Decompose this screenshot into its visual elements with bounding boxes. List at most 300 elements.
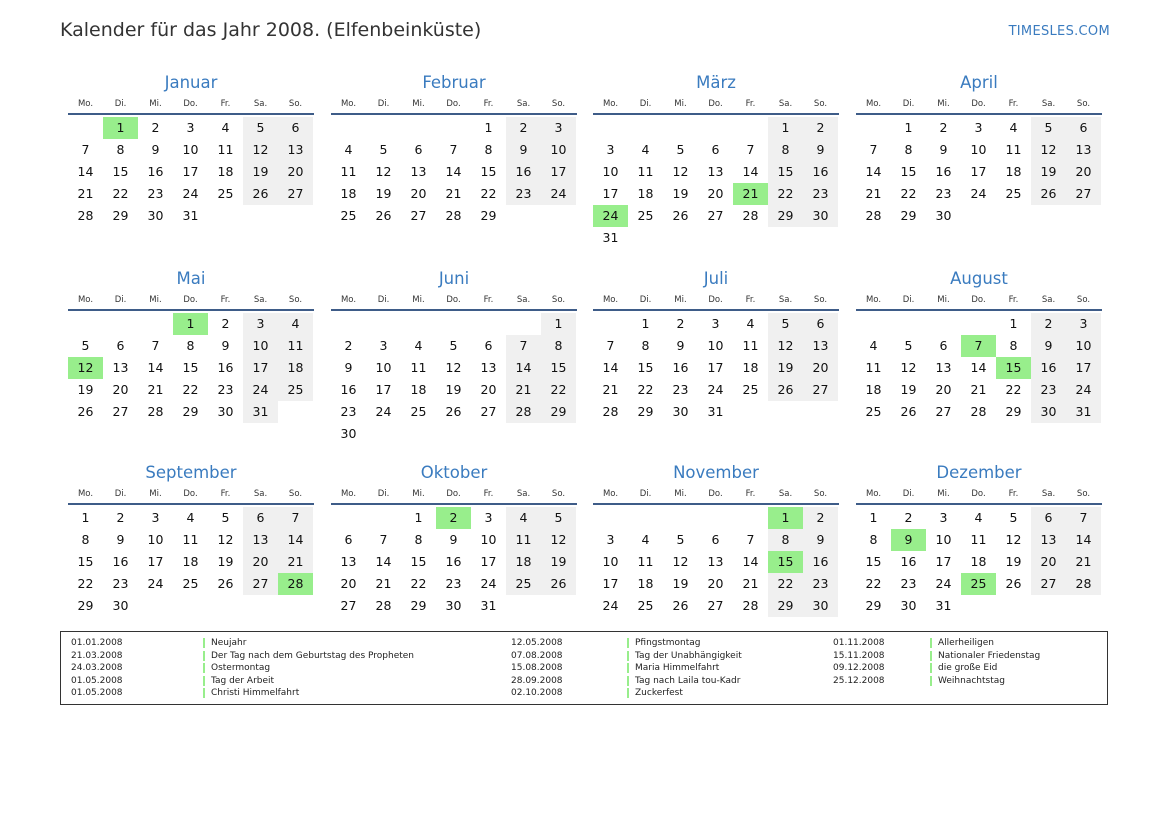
day-cell[interactable]: 11 (865, 360, 882, 375)
day-cell[interactable]: 6 (344, 532, 353, 547)
day-cell[interactable]: 19 (541, 551, 576, 573)
day-cell[interactable]: 6 (243, 507, 278, 529)
day-cell[interactable]: 21 (865, 186, 882, 201)
day-cell[interactable]: 31 (935, 598, 952, 613)
day-cell[interactable]: 14 (970, 360, 987, 375)
day-cell[interactable]: 3 (711, 316, 720, 331)
day-cell[interactable]: 15 (541, 357, 576, 379)
day-cell[interactable]: 9 (151, 142, 160, 157)
day-cell[interactable]: 2 (344, 338, 353, 353)
day-cell[interactable]: 9 (803, 139, 838, 161)
day-cell[interactable]: 26 (672, 598, 689, 613)
day-cell[interactable]: 1 (81, 510, 90, 525)
day-cell[interactable]: 13 (707, 554, 724, 569)
day-cell[interactable]: 10 (147, 532, 164, 547)
day-cell[interactable]: 6 (116, 338, 125, 353)
day-cell[interactable]: 2 (803, 507, 838, 529)
day-cell[interactable]: 30 (900, 598, 917, 613)
day-cell[interactable]: 29 (768, 595, 803, 617)
day-cell[interactable]: 22 (768, 183, 803, 205)
day-cell[interactable]: 4 (974, 510, 983, 525)
day-cell[interactable]: 29 (768, 205, 803, 227)
day-cell[interactable]: 20 (935, 382, 952, 397)
day-cell[interactable]: 10 (375, 360, 392, 375)
day-cell[interactable]: 21 (506, 379, 541, 401)
day-cell[interactable]: 13 (707, 164, 724, 179)
day-cell[interactable]: 29 (182, 404, 199, 419)
day-cell[interactable]: 8 (904, 142, 913, 157)
day-cell[interactable]: 18 (970, 554, 987, 569)
day-cell[interactable]: 22 (900, 186, 917, 201)
day-cell[interactable]: 9 (221, 338, 230, 353)
day-cell[interactable]: 25 (217, 186, 234, 201)
day-cell[interactable]: 26 (243, 183, 278, 205)
day-cell[interactable]: 10 (541, 139, 576, 161)
day-cell[interactable]: 30 (935, 208, 952, 223)
day-cell[interactable]: 7 (1066, 507, 1101, 529)
day-cell[interactable]: 30 (803, 595, 838, 617)
day-cell[interactable]: 15 (768, 551, 803, 573)
day-cell[interactable]: 18 (217, 164, 234, 179)
day-cell[interactable]: 19 (900, 382, 917, 397)
day-cell[interactable]: 25 (637, 598, 654, 613)
day-cell[interactable]: 14 (77, 164, 94, 179)
day-cell[interactable]: 4 (1009, 120, 1018, 135)
day-cell[interactable]: 11 (506, 529, 541, 551)
day-cell[interactable]: 23 (672, 382, 689, 397)
day-cell[interactable]: 2 (939, 120, 948, 135)
day-cell[interactable]: 22 (480, 186, 497, 201)
day-cell[interactable]: 17 (541, 161, 576, 183)
day-cell[interactable]: 24 (541, 183, 576, 205)
day-cell[interactable]: 2 (506, 117, 541, 139)
day-cell[interactable]: 8 (116, 142, 125, 157)
day-cell[interactable]: 15 (637, 360, 654, 375)
day-cell[interactable]: 3 (541, 117, 576, 139)
day-cell[interactable]: 8 (1009, 338, 1018, 353)
day-cell[interactable]: 22 (112, 186, 129, 201)
day-cell[interactable]: 13 (480, 360, 497, 375)
day-cell[interactable]: 27 (707, 208, 724, 223)
day-cell[interactable]: 3 (606, 532, 615, 547)
day-cell[interactable]: 12 (900, 360, 917, 375)
day-cell[interactable]: 12 (672, 164, 689, 179)
day-cell[interactable]: 28 (278, 573, 313, 595)
day-cell[interactable]: 22 (1005, 382, 1022, 397)
day-cell[interactable]: 11 (970, 532, 987, 547)
day-cell[interactable]: 7 (746, 142, 755, 157)
day-cell[interactable]: 1 (768, 507, 803, 529)
day-cell[interactable]: 9 (116, 532, 125, 547)
day-cell[interactable]: 28 (147, 404, 164, 419)
day-cell[interactable]: 20 (1066, 161, 1101, 183)
day-cell[interactable]: 26 (217, 576, 234, 591)
day-cell[interactable]: 12 (375, 164, 392, 179)
day-cell[interactable]: 29 (541, 401, 576, 423)
day-cell[interactable]: 31 (480, 598, 497, 613)
day-cell[interactable]: 29 (480, 208, 497, 223)
day-cell[interactable]: 30 (445, 598, 462, 613)
day-cell[interactable]: 1 (103, 117, 138, 139)
day-cell[interactable]: 12 (217, 532, 234, 547)
day-cell[interactable]: 11 (278, 335, 313, 357)
day-cell[interactable]: 17 (970, 164, 987, 179)
day-cell[interactable]: 7 (379, 532, 388, 547)
day-cell[interactable]: 16 (1031, 357, 1066, 379)
day-cell[interactable]: 3 (1066, 313, 1101, 335)
day-cell[interactable]: 22 (410, 576, 427, 591)
day-cell[interactable]: 19 (1031, 161, 1066, 183)
day-cell[interactable]: 11 (637, 554, 654, 569)
day-cell[interactable]: 15 (996, 357, 1031, 379)
day-cell[interactable]: 27 (1031, 573, 1066, 595)
day-cell[interactable]: 26 (768, 379, 803, 401)
day-cell[interactable]: 3 (186, 120, 195, 135)
day-cell[interactable]: 17 (935, 554, 952, 569)
day-cell[interactable]: 28 (742, 598, 759, 613)
day-cell[interactable]: 21 (278, 551, 313, 573)
day-cell[interactable]: 23 (935, 186, 952, 201)
day-cell[interactable]: 18 (182, 554, 199, 569)
day-cell[interactable]: 7 (506, 335, 541, 357)
day-cell[interactable]: 10 (480, 532, 497, 547)
day-cell[interactable]: 13 (243, 529, 278, 551)
day-cell[interactable]: 7 (278, 507, 313, 529)
day-cell[interactable]: 28 (865, 208, 882, 223)
day-cell[interactable]: 21 (147, 382, 164, 397)
day-cell[interactable]: 9 (449, 532, 458, 547)
day-cell[interactable]: 6 (711, 142, 720, 157)
day-cell[interactable]: 3 (243, 313, 278, 335)
day-cell[interactable]: 7 (81, 142, 90, 157)
day-cell[interactable]: 22 (541, 379, 576, 401)
day-cell[interactable]: 23 (1031, 379, 1066, 401)
day-cell[interactable]: 24 (707, 382, 724, 397)
day-cell[interactable]: 8 (768, 529, 803, 551)
day-cell[interactable]: 14 (147, 360, 164, 375)
day-cell[interactable]: 6 (414, 142, 423, 157)
day-cell[interactable]: 22 (77, 576, 94, 591)
day-cell[interactable]: 9 (939, 142, 948, 157)
day-cell[interactable]: 2 (904, 510, 913, 525)
day-cell[interactable]: 15 (900, 164, 917, 179)
day-cell[interactable]: 26 (375, 208, 392, 223)
day-cell[interactable]: 25 (637, 208, 654, 223)
day-cell[interactable]: 13 (1031, 529, 1066, 551)
day-cell[interactable]: 16 (445, 554, 462, 569)
day-cell[interactable]: 8 (414, 532, 423, 547)
day-cell[interactable]: 17 (480, 554, 497, 569)
day-cell[interactable]: 2 (116, 510, 125, 525)
day-cell[interactable]: 5 (449, 338, 458, 353)
day-cell[interactable]: 20 (112, 382, 129, 397)
day-cell[interactable]: 18 (1005, 164, 1022, 179)
day-cell[interactable]: 17 (243, 357, 278, 379)
day-cell[interactable]: 4 (641, 142, 650, 157)
day-cell[interactable]: 30 (112, 598, 129, 613)
day-cell[interactable]: 24 (243, 379, 278, 401)
day-cell[interactable]: 31 (182, 208, 199, 223)
brand-link[interactable]: TIMESLES.COM (1008, 24, 1110, 39)
day-cell[interactable]: 13 (278, 139, 313, 161)
day-cell[interactable]: 3 (606, 142, 615, 157)
day-cell[interactable]: 11 (742, 338, 759, 353)
day-cell[interactable]: 10 (970, 142, 987, 157)
day-cell[interactable]: 4 (221, 120, 230, 135)
day-cell[interactable]: 24 (147, 576, 164, 591)
day-cell[interactable]: 14 (278, 529, 313, 551)
day-cell[interactable]: 19 (375, 186, 392, 201)
day-cell[interactable]: 4 (278, 313, 313, 335)
day-cell[interactable]: 16 (217, 360, 234, 375)
day-cell[interactable]: 14 (742, 164, 759, 179)
day-cell[interactable]: 3 (379, 338, 388, 353)
day-cell[interactable]: 17 (147, 554, 164, 569)
day-cell[interactable]: 20 (803, 357, 838, 379)
day-cell[interactable]: 12 (672, 554, 689, 569)
day-cell[interactable]: 23 (803, 573, 838, 595)
day-cell[interactable]: 3 (939, 510, 948, 525)
day-cell[interactable]: 9 (803, 529, 838, 551)
day-cell[interactable]: 24 (1066, 379, 1101, 401)
day-cell[interactable]: 18 (865, 382, 882, 397)
day-cell[interactable]: 22 (637, 382, 654, 397)
day-cell[interactable]: 9 (1031, 335, 1066, 357)
day-cell[interactable]: 29 (865, 598, 882, 613)
day-cell[interactable]: 31 (1066, 401, 1101, 423)
day-cell[interactable]: 27 (340, 598, 357, 613)
day-cell[interactable]: 5 (541, 507, 576, 529)
day-cell[interactable]: 25 (182, 576, 199, 591)
day-cell[interactable]: 28 (742, 208, 759, 223)
day-cell[interactable]: 23 (112, 576, 129, 591)
day-cell[interactable]: 18 (278, 357, 313, 379)
day-cell[interactable]: 22 (182, 382, 199, 397)
day-cell[interactable]: 20 (480, 382, 497, 397)
day-cell[interactable]: 30 (803, 205, 838, 227)
day-cell[interactable]: 4 (344, 142, 353, 157)
day-cell[interactable]: 23 (217, 382, 234, 397)
day-cell[interactable]: 13 (410, 164, 427, 179)
day-cell[interactable]: 16 (900, 554, 917, 569)
day-cell[interactable]: 29 (637, 404, 654, 419)
day-cell[interactable]: 29 (900, 208, 917, 223)
day-cell[interactable]: 2 (676, 316, 685, 331)
day-cell[interactable]: 8 (81, 532, 90, 547)
day-cell[interactable]: 29 (112, 208, 129, 223)
day-cell[interactable]: 9 (344, 360, 353, 375)
day-cell[interactable]: 21 (1066, 551, 1101, 573)
day-cell[interactable]: 20 (340, 576, 357, 591)
day-cell[interactable]: 15 (865, 554, 882, 569)
day-cell[interactable]: 5 (676, 532, 685, 547)
day-cell[interactable]: 12 (445, 360, 462, 375)
day-cell[interactable]: 5 (904, 338, 913, 353)
day-cell[interactable]: 1 (484, 120, 493, 135)
day-cell[interactable]: 19 (768, 357, 803, 379)
day-cell[interactable]: 5 (379, 142, 388, 157)
day-cell[interactable]: 20 (243, 551, 278, 573)
day-cell[interactable]: 11 (1005, 142, 1022, 157)
day-cell[interactable]: 25 (865, 404, 882, 419)
day-cell[interactable]: 16 (506, 161, 541, 183)
day-cell[interactable]: 18 (410, 382, 427, 397)
day-cell[interactable]: 29 (1005, 404, 1022, 419)
day-cell[interactable]: 5 (221, 510, 230, 525)
day-cell[interactable]: 27 (278, 183, 313, 205)
day-cell[interactable]: 28 (970, 404, 987, 419)
day-cell[interactable]: 28 (375, 598, 392, 613)
day-cell[interactable]: 13 (112, 360, 129, 375)
day-cell[interactable]: 13 (1066, 139, 1101, 161)
day-cell[interactable]: 1 (173, 313, 208, 335)
day-cell[interactable]: 4 (641, 532, 650, 547)
day-cell[interactable]: 21 (602, 382, 619, 397)
day-cell[interactable]: 5 (243, 117, 278, 139)
day-cell[interactable]: 7 (961, 335, 996, 357)
day-cell[interactable]: 26 (77, 404, 94, 419)
day-cell[interactable]: 8 (768, 139, 803, 161)
day-cell[interactable]: 4 (869, 338, 878, 353)
day-cell[interactable]: 10 (602, 164, 619, 179)
day-cell[interactable]: 16 (672, 360, 689, 375)
day-cell[interactable]: 2 (803, 117, 838, 139)
day-cell[interactable]: 10 (602, 554, 619, 569)
day-cell[interactable]: 23 (506, 183, 541, 205)
day-cell[interactable]: 6 (711, 532, 720, 547)
day-cell[interactable]: 18 (637, 186, 654, 201)
day-cell[interactable]: 28 (77, 208, 94, 223)
day-cell[interactable]: 1 (414, 510, 423, 525)
day-cell[interactable]: 5 (768, 313, 803, 335)
day-cell[interactable]: 14 (742, 554, 759, 569)
day-cell[interactable]: 9 (506, 139, 541, 161)
day-cell[interactable]: 26 (445, 404, 462, 419)
day-cell[interactable]: 14 (602, 360, 619, 375)
day-cell[interactable]: 12 (1005, 532, 1022, 547)
day-cell[interactable]: 16 (935, 164, 952, 179)
day-cell[interactable]: 7 (606, 338, 615, 353)
day-cell[interactable]: 25 (340, 208, 357, 223)
day-cell[interactable]: 4 (414, 338, 423, 353)
day-cell[interactable]: 20 (1031, 551, 1066, 573)
day-cell[interactable]: 19 (672, 186, 689, 201)
day-cell[interactable]: 16 (112, 554, 129, 569)
day-cell[interactable]: 21 (742, 576, 759, 591)
day-cell[interactable]: 30 (217, 404, 234, 419)
day-cell[interactable]: 7 (869, 142, 878, 157)
day-cell[interactable]: 5 (1031, 117, 1066, 139)
day-cell[interactable]: 10 (182, 142, 199, 157)
day-cell[interactable]: 1 (541, 313, 576, 335)
day-cell[interactable]: 4 (506, 507, 541, 529)
day-cell[interactable]: 6 (803, 313, 838, 335)
day-cell[interactable]: 28 (506, 401, 541, 423)
day-cell[interactable]: 4 (746, 316, 755, 331)
day-cell[interactable]: 19 (1005, 554, 1022, 569)
day-cell[interactable]: 8 (541, 335, 576, 357)
day-cell[interactable]: 20 (410, 186, 427, 201)
day-cell[interactable]: 1 (768, 117, 803, 139)
day-cell[interactable]: 23 (340, 404, 357, 419)
day-cell[interactable]: 26 (541, 573, 576, 595)
day-cell[interactable]: 21 (375, 576, 392, 591)
day-cell[interactable]: 25 (961, 573, 996, 595)
day-cell[interactable]: 20 (707, 186, 724, 201)
day-cell[interactable]: 1 (904, 120, 913, 135)
day-cell[interactable]: 20 (278, 161, 313, 183)
day-cell[interactable]: 14 (375, 554, 392, 569)
day-cell[interactable]: 17 (707, 360, 724, 375)
day-cell[interactable]: 25 (1005, 186, 1022, 201)
day-cell[interactable]: 16 (340, 382, 357, 397)
day-cell[interactable]: 8 (186, 338, 195, 353)
day-cell[interactable]: 20 (707, 576, 724, 591)
day-cell[interactable]: 25 (278, 379, 313, 401)
day-cell[interactable]: 13 (935, 360, 952, 375)
day-cell[interactable]: 24 (593, 205, 628, 227)
day-cell[interactable]: 14 (865, 164, 882, 179)
day-cell[interactable]: 21 (77, 186, 94, 201)
day-cell[interactable]: 11 (637, 164, 654, 179)
day-cell[interactable]: 7 (449, 142, 458, 157)
day-cell[interactable]: 21 (445, 186, 462, 201)
day-cell[interactable]: 1 (869, 510, 878, 525)
day-cell[interactable]: 15 (480, 164, 497, 179)
day-cell[interactable]: 11 (217, 142, 234, 157)
day-cell[interactable]: 17 (375, 382, 392, 397)
day-cell[interactable]: 2 (1031, 313, 1066, 335)
day-cell[interactable]: 27 (112, 404, 129, 419)
day-cell[interactable]: 19 (243, 161, 278, 183)
day-cell[interactable]: 31 (707, 404, 724, 419)
day-cell[interactable]: 12 (541, 529, 576, 551)
day-cell[interactable]: 24 (602, 598, 619, 613)
day-cell[interactable]: 17 (182, 164, 199, 179)
day-cell[interactable]: 5 (676, 142, 685, 157)
day-cell[interactable]: 26 (672, 208, 689, 223)
day-cell[interactable]: 16 (147, 164, 164, 179)
day-cell[interactable]: 24 (182, 186, 199, 201)
day-cell[interactable]: 24 (480, 576, 497, 591)
day-cell[interactable]: 26 (900, 404, 917, 419)
day-cell[interactable]: 2 (151, 120, 160, 135)
day-cell[interactable]: 12 (243, 139, 278, 161)
day-cell[interactable]: 11 (410, 360, 427, 375)
day-cell[interactable]: 6 (1031, 507, 1066, 529)
day-cell[interactable]: 1 (1009, 316, 1018, 331)
day-cell[interactable]: 6 (278, 117, 313, 139)
day-cell[interactable]: 3 (151, 510, 160, 525)
day-cell[interactable]: 18 (340, 186, 357, 201)
day-cell[interactable]: 23 (803, 183, 838, 205)
day-cell[interactable]: 14 (1066, 529, 1101, 551)
day-cell[interactable]: 16 (803, 551, 838, 573)
day-cell[interactable]: 13 (340, 554, 357, 569)
day-cell[interactable]: 19 (77, 382, 94, 397)
day-cell[interactable]: 18 (506, 551, 541, 573)
day-cell[interactable]: 6 (1066, 117, 1101, 139)
day-cell[interactable]: 31 (243, 401, 278, 423)
day-cell[interactable]: 27 (935, 404, 952, 419)
day-cell[interactable]: 8 (484, 142, 493, 157)
day-cell[interactable]: 7 (746, 532, 755, 547)
day-cell[interactable]: 15 (182, 360, 199, 375)
day-cell[interactable]: 10 (1066, 335, 1101, 357)
day-cell[interactable]: 25 (506, 573, 541, 595)
day-cell[interactable]: 13 (803, 335, 838, 357)
day-cell[interactable]: 14 (506, 357, 541, 379)
